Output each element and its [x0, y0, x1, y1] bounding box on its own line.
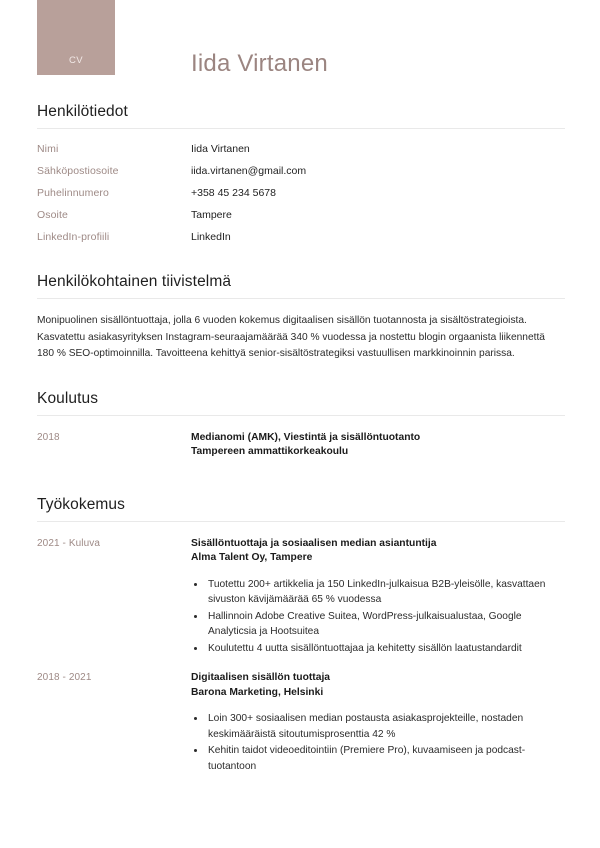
- work-entry-details: [191, 537, 565, 658]
- work-entry-details: [191, 671, 565, 775]
- education-entry-institution: Tampereen ammattikorkeakoulu: [191, 446, 349, 457]
- education-entry-details: [191, 431, 565, 460]
- photo-placeholder-label: CV: [69, 55, 83, 66]
- personal-detail-label: Nimi: [37, 143, 59, 155]
- education-entry-date: 2018: [37, 431, 60, 443]
- section-title-personal-details: Henkilötiedot: [37, 103, 128, 120]
- list-item: [37, 671, 565, 775]
- list-item: [37, 231, 565, 243]
- personal-details-list: [37, 129, 565, 243]
- work-entry-role: Digitaalisen sisällön tuottaja: [191, 672, 331, 683]
- section-title-education: Koulutus: [37, 389, 99, 407]
- list-item: [37, 209, 565, 221]
- work-entry-date: 2021 - Kuluva: [37, 537, 101, 549]
- personal-detail-label: LinkedIn-profiili: [37, 231, 110, 243]
- list-item: [37, 187, 565, 199]
- section-title-personal-summary: Henkilökohtainen tiivistelmä: [37, 273, 232, 290]
- list-item: • Hallinnoin Adobe Creative Suitea, WordPress-julkaisualustaa, Google Analyticsia ja Hootsuitea: [206, 609, 565, 640]
- work-entry-date: 2018 - 2021: [37, 672, 92, 683]
- personal-detail-value: Iida Virtanen: [191, 143, 250, 155]
- personal-detail-label: Sähköpostiosoite: [37, 165, 119, 177]
- section-work-experience: [37, 496, 565, 776]
- personal-detail-value: iida.virtanen@gmail.com: [191, 165, 307, 177]
- personal-detail-value: Tampere: [191, 209, 232, 221]
- cv-header: [0, 0, 600, 103]
- work-entry-company: Alma Talent Oy, Tampere: [191, 552, 313, 563]
- linkedin-profile-value: LinkedIn: [191, 231, 231, 243]
- personal-summary-text: Monipuolinen sisällöntuottaja, jolla 6 vuoden kokemus digitaalisen sisällön tuotannosta ja sisältöstrategioista. Kasvatettu asiakasyrityksen Instagram-seuraajamäärää 340 % vuodessa ja nostettu blogin orgaanista liikennettä 180 % SEO-optimoinnilla. Tavoitteena kehittyä senior-sisältöstrategiksi vastuullisen markkinoinnin parissa.: [37, 315, 545, 359]
- section-personal-summary: [37, 273, 565, 363]
- personal-detail-label: Osoite: [37, 209, 68, 221]
- list-item: • Loin 300+ sosiaalisen median postausta asiakasprojekteille, nostaden keskimääräistä sitoutumisprosenttia 42 %: [206, 711, 565, 742]
- list-item: • Koulutettu 4 uutta sisällöntuottajaa ja kehitetty sisällön laatustandardit: [206, 641, 565, 657]
- section-title-work-experience: Työkokemus: [37, 495, 126, 513]
- section-personal-details: [37, 103, 565, 243]
- work-entry-achievements: [191, 711, 565, 774]
- list-item: [37, 431, 565, 460]
- list-item: [37, 165, 565, 177]
- personal-detail-value: +358 45 234 5678: [191, 187, 276, 199]
- work-entry-achievements: [191, 577, 565, 657]
- education-entries: [37, 416, 565, 460]
- personal-detail-label: Puhelinnumero: [37, 187, 109, 199]
- work-entry-role: Sisällöntuottaja ja sosiaalisen median asiantuntija: [191, 537, 437, 549]
- list-item: • Kehitin taidot videoeditointiin (Premiere Pro), kuvaamiseen ja podcast-tuotantoon: [206, 743, 565, 774]
- work-entry-company: Barona Marketing, Helsinki: [191, 686, 324, 698]
- list-item: [37, 143, 565, 155]
- photo-placeholder: [37, 0, 115, 75]
- section-education: [37, 390, 565, 460]
- list-item: • Tuotettu 200+ artikkelia ja 150 LinkedIn-julkaisua B2B-yleisölle, kasvattaen sivuston kävijämäärää 65 % vuodessa: [206, 577, 565, 608]
- page-title: Iida Virtanen: [191, 50, 328, 77]
- work-experience-entries: [37, 522, 565, 776]
- list-item: [37, 537, 565, 658]
- education-entry-degree: Medianomi (AMK), Viestintä ja sisällöntuotanto: [191, 431, 421, 443]
